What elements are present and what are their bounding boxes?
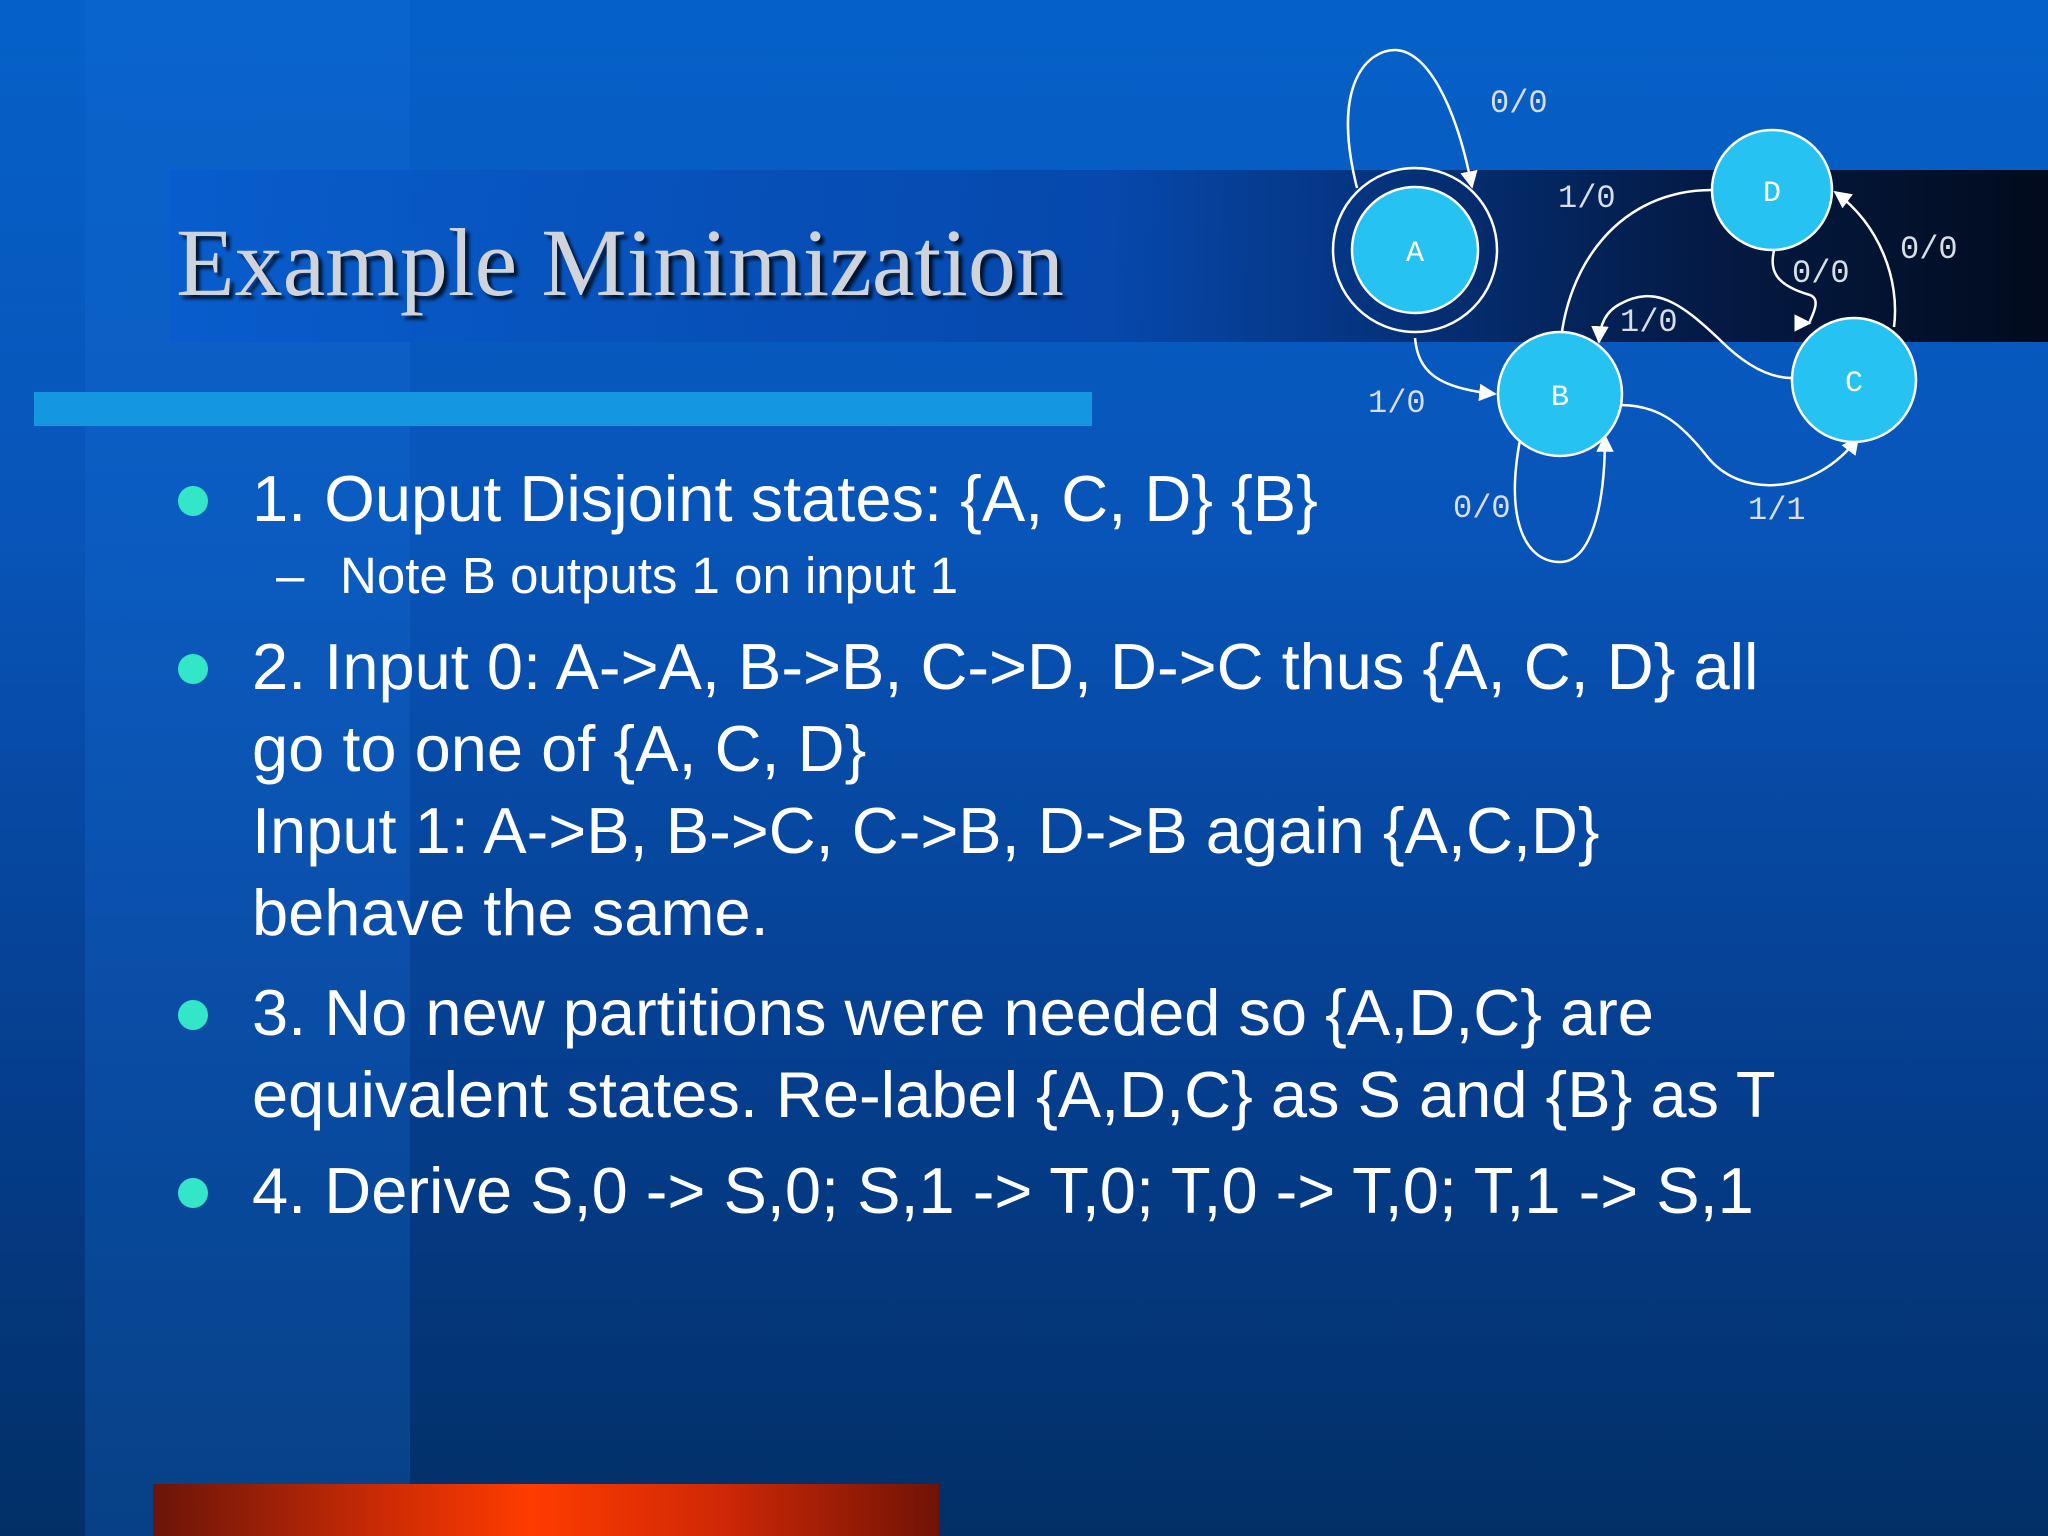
bullet-item-3 <box>176 972 1896 1136</box>
edge-label-a-b: 1/0 <box>1368 385 1426 422</box>
bullet-text: equivalent states. Re-label {A,D,C} as S and {B} as T <box>252 1058 1776 1131</box>
edge-label-c-b: 1/0 <box>1620 304 1678 341</box>
bullet-dot-icon <box>178 1000 208 1030</box>
bullet-text: 4. Derive S,0 -> S,0; S,1 -> T,0; T,0 -> T,0; T,1 -> S,1 <box>252 1154 1754 1227</box>
bullet-text: behave the same. <box>252 876 769 949</box>
bullet-item-4 <box>176 1150 1896 1232</box>
bullet-dot-icon <box>178 1178 208 1208</box>
bullet-text: 3. No new partitions were needed so {A,D,C} are <box>252 976 1654 1049</box>
state-a-label: A <box>1405 237 1425 271</box>
bullet-item-2 <box>176 626 1896 954</box>
edge-label-b-c: 1/1 <box>1748 492 1806 529</box>
accent-bar <box>34 392 1092 426</box>
state-c-label: C <box>1844 367 1864 401</box>
edge-a-b <box>1415 338 1495 394</box>
bullet-dot-icon <box>178 654 208 684</box>
bullet-text: 2. Input 0: A->A, B->B, C->D, D->C thus {A, C, D} all <box>252 630 1759 703</box>
bullet-text: Input 1: A->B, B->C, C->B, D->B again {A,C,D} <box>252 794 1600 867</box>
slide-title: Example Minimization <box>176 209 1064 316</box>
sub-bullet-dash: – <box>276 547 305 604</box>
state-diagram <box>1320 40 1958 580</box>
bullet-text: go to one of {A, C, D} <box>252 712 867 785</box>
state-b-label: B <box>1550 381 1570 415</box>
edge-label-c-d: 0/0 <box>1792 255 1850 292</box>
edge-label-d-b: 1/0 <box>1558 180 1616 217</box>
edge-label-b-b: 0/0 <box>1453 490 1511 527</box>
bullet-text: 1. Ouput Disjoint states: {A, C, D} {B} <box>252 462 1318 535</box>
sub-bullet-text: Note B outputs 1 on input 1 <box>340 547 959 604</box>
state-d-label: D <box>1762 177 1782 211</box>
edge-label-d-c: 0/0 <box>1900 231 1958 268</box>
bottom-accent-bar <box>153 1484 939 1536</box>
edge-label-a-a: 0/0 <box>1490 85 1548 122</box>
bullet-dot-icon <box>178 486 208 516</box>
